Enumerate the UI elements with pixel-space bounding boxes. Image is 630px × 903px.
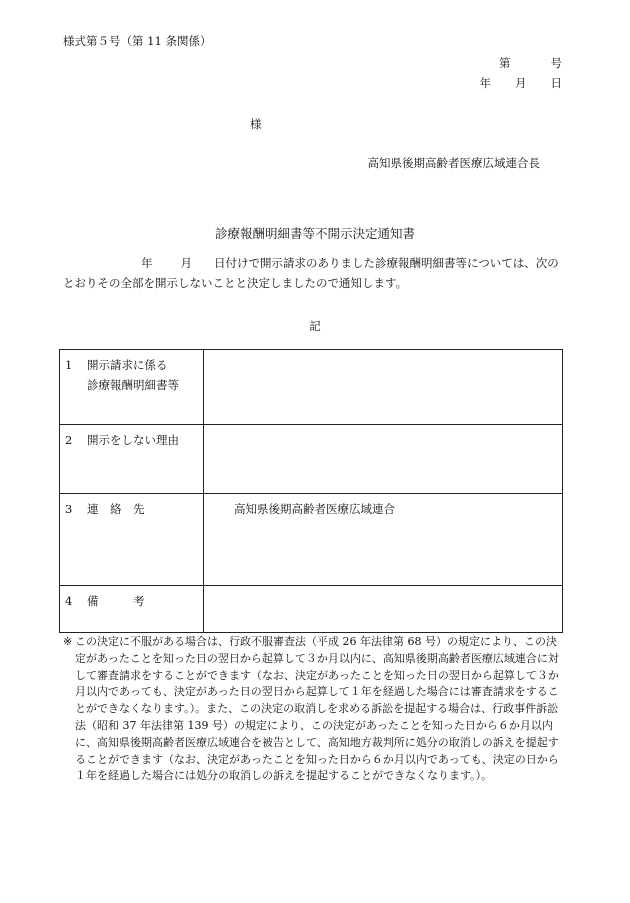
row-number: 1	[65, 358, 73, 372]
body-sentence: 日付けで開示請求のありました診療報酬明細書等については、次のとおりその全部を開示しないことと決定しましたので通知します。	[63, 256, 559, 290]
row-label	[60, 350, 204, 425]
row-number: 3	[65, 502, 73, 516]
issue-date	[480, 75, 563, 91]
detail-table	[59, 349, 563, 633]
body-text	[63, 253, 563, 293]
form-number: 様式第５号（第 11 条関係）	[63, 34, 212, 48]
date-year: 年	[479, 76, 491, 90]
table-row	[60, 425, 563, 494]
date-day: 日	[550, 76, 562, 90]
row-label-line1: 連 絡 先	[87, 502, 145, 516]
row-value	[204, 586, 563, 633]
row-label-line1: 備 考	[87, 594, 145, 608]
row-label-line1: 開示請求に係る	[87, 358, 168, 372]
row-label	[60, 586, 204, 633]
row-value: 高知県後期高齢者医療広域連合	[204, 494, 563, 586]
row-value	[204, 425, 563, 494]
body-date-month: 月	[180, 256, 192, 270]
ki-heading: 記	[309, 319, 321, 333]
row-number: 4	[65, 594, 73, 608]
number-suffix: 号	[550, 56, 562, 70]
addressee-suffix: 様	[250, 117, 262, 131]
date-month: 月	[515, 76, 527, 90]
table-row	[60, 350, 563, 425]
row-label	[60, 425, 204, 494]
note-mark: ※	[63, 635, 73, 648]
document-title: 診療報酬明細書等不開示決定通知書	[214, 226, 415, 241]
table-row	[60, 586, 563, 633]
document-number	[499, 55, 562, 71]
table-row	[60, 494, 563, 586]
body-date-year: 年	[141, 256, 153, 270]
row-value	[204, 350, 563, 425]
appeal-note	[63, 634, 565, 785]
row-label-line1: 開示をしない理由	[87, 433, 179, 447]
row-label-line2: 診療報酬明細書等	[87, 378, 179, 392]
number-prefix: 第	[499, 56, 511, 70]
note-text: この決定に不服がある場合は、行政不服審査法（平成 26 年法律第 68 号）の規定により、この決定があったことを知った日の翌日から起算して３か月以内に、高知県後期高齢者医療広域連合に対して審査請求をすることができます（なお、決定があったことを知った日の翌日から起算して３か月以内であっても、決定があった日の翌日から起算して１年を経過した場合には審査請求をすることができなくなります。）。また、この決定の取消しを求める訴訟を提起する場合は、行政事件訴訟法（昭和 37 年法律第 139 号）の規定により、この決定があったことを知った日から６か月以内に、高知県後期高齢者医療広域連合を被告として、高知地方裁判所に処分の取消しの訴えを提起することができます（なお、決定があったことを知った日から６か月以内であっても、決定の日から１年を経過した場合には処分の取消しの訴えを提起することができなくなります。）。	[75, 635, 559, 783]
row-number: 2	[65, 433, 73, 447]
sender-name: 高知県後期高齢者医療広域連合長	[367, 156, 540, 170]
row-label	[60, 494, 204, 586]
